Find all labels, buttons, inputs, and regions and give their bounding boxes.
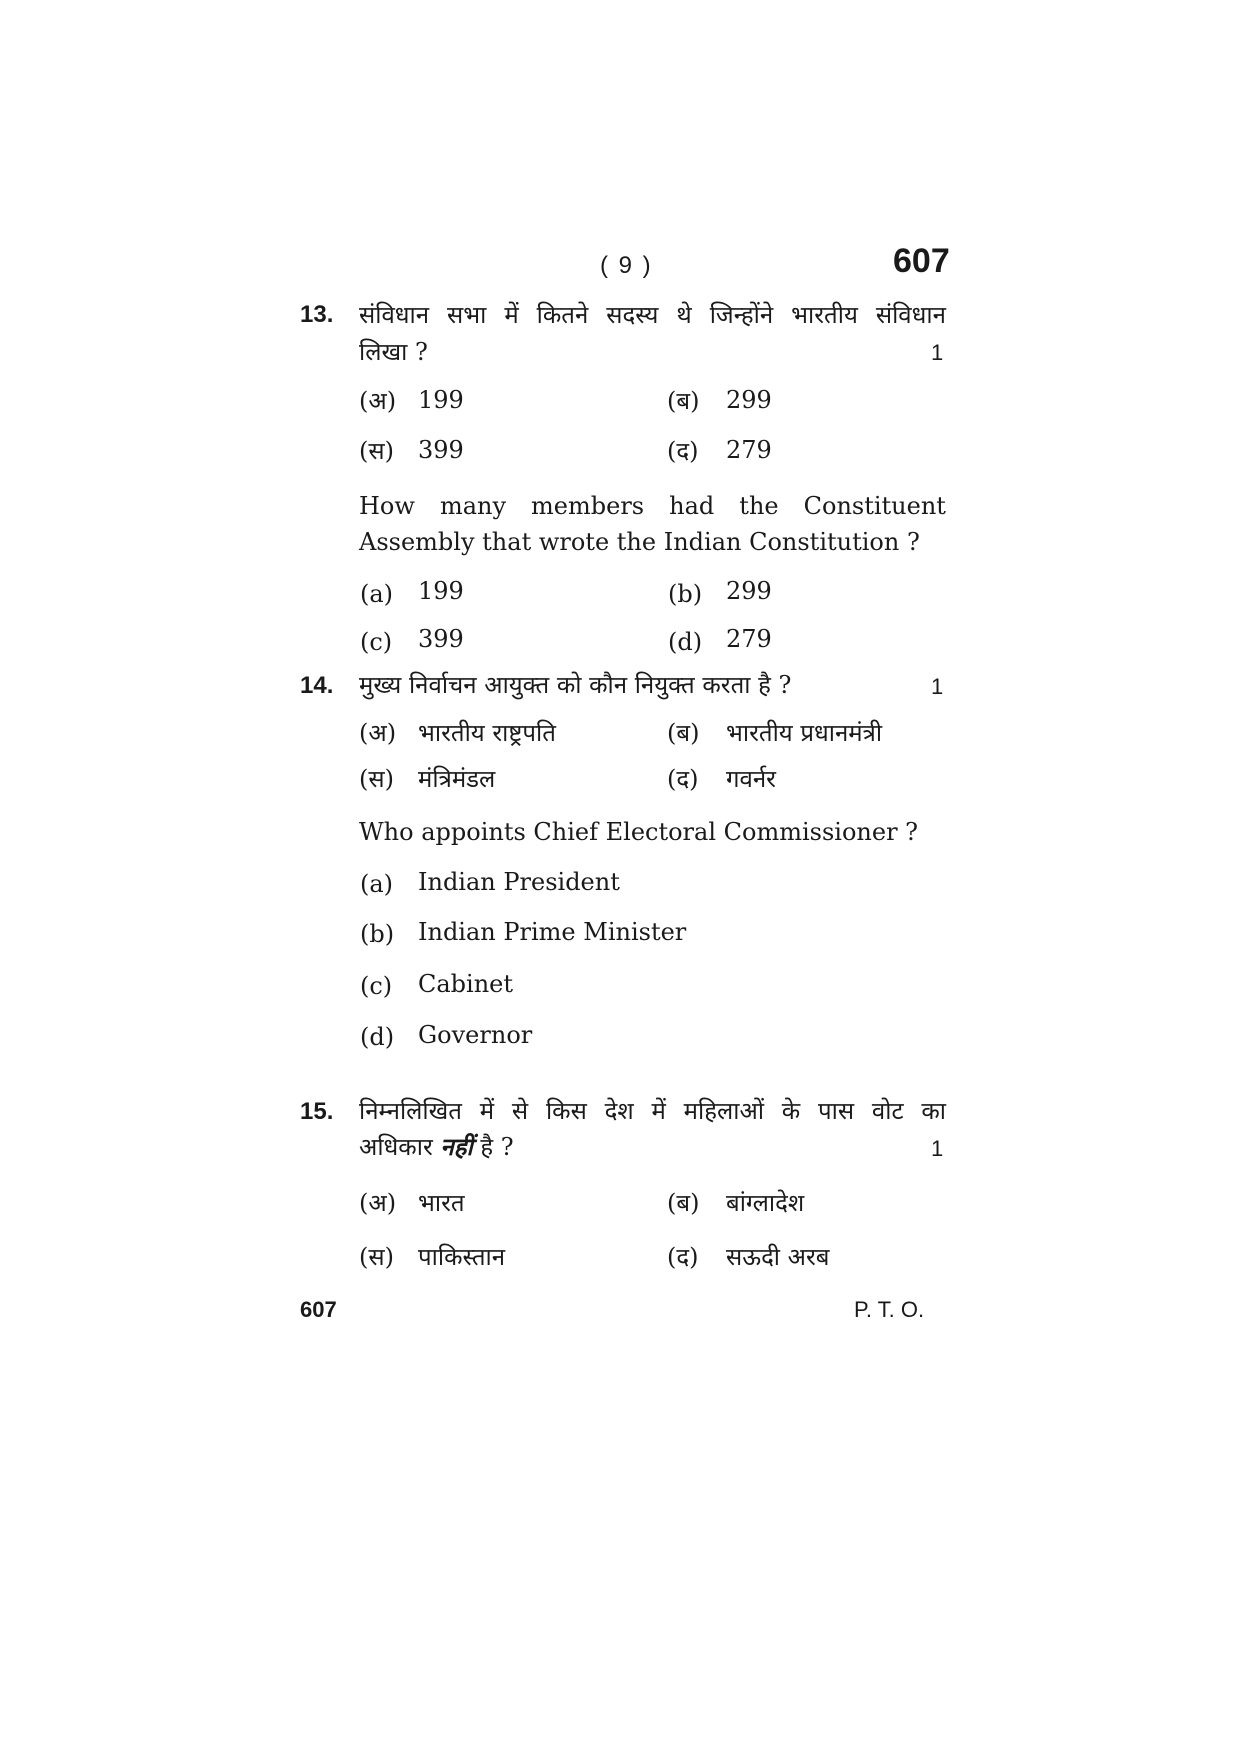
q13-english-option-a-value: 199 [418, 577, 464, 605]
question-14-hindi: मुख्य निर्वाचन आयुक्त को कौन नियुक्त करता है ? [359, 671, 792, 699]
q13-english-option-c-value: 399 [418, 625, 464, 653]
q13-english-option-c-label: (c) [360, 628, 393, 656]
q14-english-option-d-label: (d) [360, 1023, 395, 1051]
question-14-number: 14. [300, 672, 334, 699]
q14-english-option-a-label: (a) [360, 870, 394, 898]
q13-en-word: many [439, 492, 507, 520]
q13-hindi-option-a-label: (अ) [359, 387, 397, 415]
question-15-marks: 1 [931, 1136, 944, 1161]
q14-hindi-option-a-label: (अ) [359, 719, 397, 747]
question-13-hindi-line1 [359, 298, 946, 331]
q15-word: निम्नलिखित [359, 1097, 462, 1125]
paper-code-footer: 607 [300, 1297, 337, 1322]
q14-english-option-c-label: (c) [360, 972, 393, 1000]
q15-hindi-option-b-value: बांग्लादेश [726, 1189, 805, 1217]
q15-word: पास [818, 1097, 855, 1125]
q13-hindi-option-c-value: 399 [418, 436, 464, 464]
q15-word: का [921, 1097, 946, 1125]
q15-word: के [781, 1097, 801, 1125]
q13-en-word: Constituent [803, 492, 946, 520]
q13-en-word: members [531, 492, 645, 520]
question-15-hindi-line2 [359, 1130, 514, 1163]
q15-word: से [511, 1097, 529, 1125]
q13-hindi-option-d-label: (द) [667, 437, 699, 465]
q13-hindi-option-a-value: 199 [418, 386, 464, 414]
q14-hindi-option-a-value: भारतीय राष्ट्रपति [418, 719, 556, 747]
q15-line2-post: है ? [480, 1133, 514, 1161]
q15-line2-pre: अधिकार [359, 1133, 433, 1161]
q13-word: में [504, 301, 519, 329]
q13-en-word: had [669, 492, 715, 520]
q15-word: किस [545, 1097, 587, 1125]
question-13-hindi-line2: लिखा ? [359, 338, 428, 366]
question-14-english: Who appoints Chief Electoral Commissioner ? [359, 818, 919, 846]
q15-word: महिलाओं [683, 1097, 764, 1125]
q13-word: संविधान [359, 301, 430, 329]
q15-hindi-option-d-label: (द) [667, 1243, 699, 1271]
q14-hindi-option-b-value: भारतीय प्रधानमंत्री [726, 719, 883, 747]
q15-hindi-option-b-label: (ब) [667, 1189, 700, 1217]
q13-hindi-option-c-label: (स) [359, 437, 394, 465]
q13-hindi-option-b-value: 299 [726, 386, 772, 414]
q15-word: वोट [871, 1097, 904, 1125]
question-13-english-line2: Assembly that wrote the Indian Constitution ? [359, 528, 920, 556]
q13-english-option-d-label: (d) [668, 628, 703, 656]
q15-word: में [651, 1097, 666, 1125]
q13-word: भारतीय [791, 301, 858, 329]
q15-word: देश [604, 1097, 634, 1125]
q15-word: में [479, 1097, 495, 1125]
q13-word: सभा [447, 301, 487, 329]
q14-english-option-d-value: Governor [418, 1021, 533, 1049]
q14-english-option-b-label: (b) [360, 920, 395, 948]
q14-english-option-b-value: Indian Prime Minister [418, 918, 687, 946]
q14-english-option-a-value: Indian President [418, 868, 620, 896]
q14-hindi-option-d-label: (द) [667, 765, 699, 793]
q14-english-option-c-value: Cabinet [418, 970, 514, 998]
q13-word: कितने [536, 301, 589, 329]
q13-word: सदस्य [606, 301, 659, 329]
question-14-marks: 1 [931, 674, 944, 699]
q13-english-option-a-label: (a) [360, 580, 394, 608]
q13-english-option-b-label: (b) [668, 580, 703, 608]
question-13-number: 13. [300, 301, 334, 328]
q13-english-option-b-value: 299 [726, 577, 772, 605]
please-turn-over: P. T. O. [854, 1297, 925, 1322]
q13-hindi-option-b-label: (ब) [667, 387, 700, 415]
q14-hindi-option-d-value: गवर्नर [726, 765, 776, 793]
q15-hindi-option-c-label: (स) [359, 1243, 394, 1271]
q14-hindi-option-c-value: मंत्रिमंडल [418, 765, 496, 793]
page-number: ( 9 ) [600, 252, 653, 279]
q14-hindi-option-c-label: (स) [359, 765, 394, 793]
q15-hindi-option-c-value: पाकिस्तान [418, 1243, 506, 1271]
question-15-number: 15. [300, 1098, 334, 1125]
question-13-english-line1 [359, 492, 946, 520]
q15-hindi-option-a-value: भारत [418, 1189, 465, 1217]
q13-word: जिन्होंने [709, 301, 774, 329]
q15-hindi-option-d-value: सऊदी अरब [726, 1243, 830, 1271]
q13-word: संविधान [875, 301, 946, 329]
paper-code-header: 607 [893, 242, 950, 280]
q15-hindi-option-a-label: (अ) [359, 1189, 397, 1217]
q13-word: थे [676, 301, 692, 329]
q13-en-word: How [359, 492, 415, 520]
question-15-hindi-line1 [359, 1094, 946, 1127]
q14-hindi-option-b-label: (ब) [667, 719, 700, 747]
q15-emphasis-not: नहीं [440, 1132, 473, 1161]
question-13-marks: 1 [931, 340, 944, 365]
q13-en-word: the [739, 492, 779, 520]
q13-english-option-d-value: 279 [726, 625, 772, 653]
q13-hindi-option-d-value: 279 [726, 436, 772, 464]
